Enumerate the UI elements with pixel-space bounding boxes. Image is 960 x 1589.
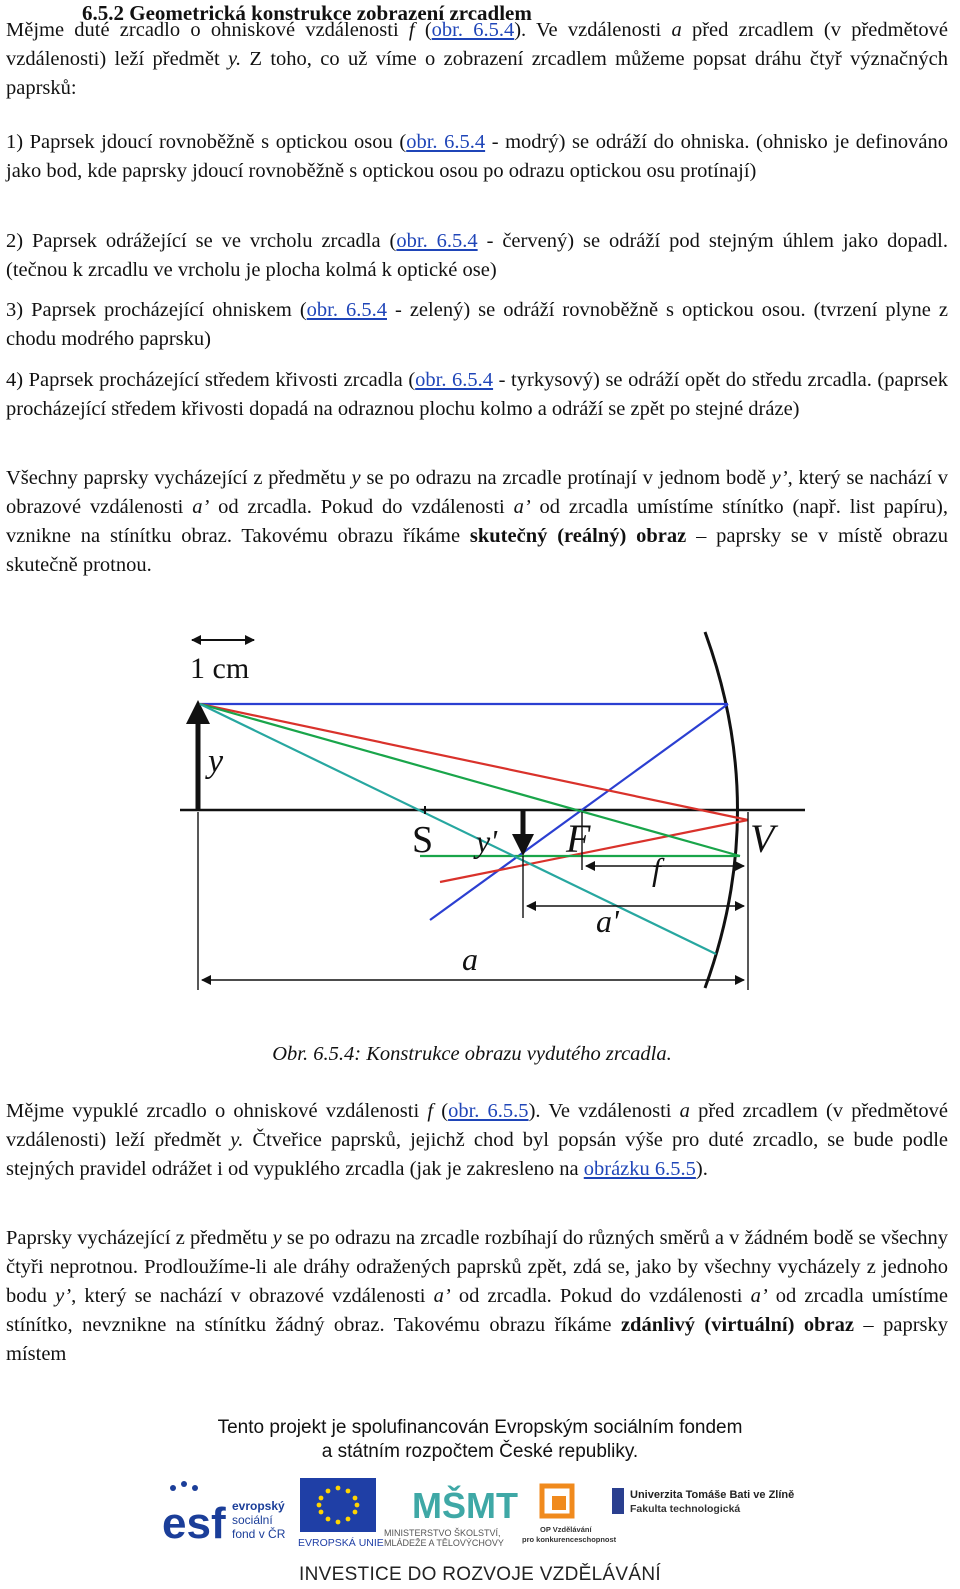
utb-text-2: Fakulta technologická xyxy=(630,1503,741,1515)
link-fig-654[interactable]: obr. 6.5.4 xyxy=(396,230,478,252)
text-span: Všechny paprsky vycházející z předmětu xyxy=(6,467,352,489)
symbol-f: f xyxy=(408,19,415,41)
link-fig-654[interactable]: obr. 6.5.4 xyxy=(431,19,515,41)
symbol-a-image: a’ xyxy=(750,1285,768,1307)
esf-star-dot xyxy=(192,1485,198,1491)
text-span: ( xyxy=(433,1100,449,1122)
text-span: od zrcadla. Pokud do vzdálenosti xyxy=(209,496,514,518)
text-span: od zrcadla. Pokud do vzdálenosti xyxy=(450,1285,751,1307)
link-fig-654[interactable]: obr. 6.5.4 xyxy=(306,299,387,321)
text-span: - červený) se odráží pod stejným úhlem jako dopadl. (tečnou k zrcadlu ve vrcholu je plocha kolmá k optické ose) xyxy=(6,230,948,281)
symbol-a-image: a’ xyxy=(192,496,210,518)
link-fig-654[interactable]: obr. 6.5.4 xyxy=(415,369,494,391)
op-text-2: pro konkurenceschopnost xyxy=(522,1535,617,1544)
link-fig-654[interactable]: obr. 6.5.4 xyxy=(406,131,486,153)
msmt-mark: MŠMT xyxy=(412,1485,518,1526)
esf-star-dot xyxy=(170,1485,176,1491)
text-span: ( xyxy=(414,19,432,41)
op-vzdelavani-logo xyxy=(522,1486,617,1544)
symbol-y: y xyxy=(272,1227,282,1249)
text-span: 3) Paprsek procházející ohniskem ( xyxy=(6,299,307,321)
text-span: ). Ve vzdálenosti xyxy=(528,1100,680,1122)
text-span: Z toho, co už víme o zobrazení zrcadlem můžeme popsat dráhu čtyř význačných paprsků: xyxy=(6,48,948,99)
paragraph-virtual-image xyxy=(6,1224,948,1369)
esf-text-3: fond v ČR xyxy=(232,1527,286,1541)
paragraph-ray-3 xyxy=(6,296,948,354)
text-span: 1) Paprsek jdoucí rovnoběžně s optickou osou ( xyxy=(6,131,407,153)
paragraph-ray-4 xyxy=(6,366,948,424)
term-virtual-image: zdánlivý (virtuální) obraz xyxy=(620,1314,854,1336)
ray-red-incident xyxy=(200,704,748,820)
link-fig-655-image[interactable]: obrázku 6.5.5 xyxy=(583,1158,696,1180)
concave-mirror-diagram xyxy=(150,620,820,1030)
text-span: – paprsky se v místě obrazu skutečně protnou. xyxy=(6,525,948,576)
logo-strip xyxy=(160,1474,800,1552)
text-span: se po odrazu na zrcadle rozbíhají do různých směrů a v žádném bodě se všechny čtyři neprotnou. Prodloužíme-li ale dráhy odražených paprsků zpět, zdá se, jako by všechny vycházely z jednoho bodu xyxy=(6,1227,948,1307)
utb-mark xyxy=(612,1488,624,1514)
investment-slogan: INVESTICE DO ROZVOJE VZDĚLÁVÁNÍ xyxy=(299,1564,661,1585)
label-image-distance: a' xyxy=(596,903,619,939)
ray-cyan xyxy=(200,704,716,954)
text-span: 4) Paprsek procházející středem křivosti zrcadla ( xyxy=(6,369,416,391)
text-span: Mějme vypuklé zrcadlo o ohniskové vzdálenosti xyxy=(6,1100,428,1122)
eu-flag-logo xyxy=(298,1478,384,1549)
msmt-logo xyxy=(384,1484,518,1548)
term-real-image: skutečný (reálný) obraz xyxy=(469,525,687,547)
esf-star-dot xyxy=(181,1481,187,1487)
symbol-f: f xyxy=(427,1100,434,1122)
symbol-a: a xyxy=(679,1100,690,1122)
ray-green-incident xyxy=(200,704,740,856)
text-span: - modrý) se odráží do ohniska. (ohnisko je definováno jako bod, kde paprsky jdoucí rovnoběžně s optickou osou po odrazu optickou osu protínají) xyxy=(6,131,948,182)
label-center-S: S xyxy=(412,819,434,861)
text-span: Mějme duté zrcadlo o ohniskové vzdálenosti xyxy=(6,19,409,41)
op-text-1: OP Vzdělávání xyxy=(540,1525,592,1534)
label-object-y: y xyxy=(208,743,224,780)
funding-footer xyxy=(0,1412,960,1589)
text-span: před zrcadlem (v předmětové vzdálenosti) leží předmět xyxy=(6,1100,948,1151)
funding-line-1: Tento projekt je spolufinancován Evropským sociálním fondem xyxy=(217,1417,743,1438)
label-image-y: y' xyxy=(476,823,498,859)
text-span: se po odrazu na zrcadle protínají v jednom bodě xyxy=(360,467,772,489)
symbol-y: y. xyxy=(228,48,242,70)
esf-text-1: evropský xyxy=(232,1499,285,1513)
scale-label: 1 cm xyxy=(190,652,250,685)
symbol-y-image: y’ xyxy=(771,467,788,489)
esf-logo xyxy=(160,1480,286,1548)
symbol-y: y. xyxy=(230,1129,244,1151)
label-vertex-V: V xyxy=(750,816,775,861)
text-span: - zelený) se odráží rovnoběžně s optickou osou. (tvrzení plyne z chodu modrého paprsku) xyxy=(6,299,948,350)
eu-label: EVROPSKÁ UNIE xyxy=(298,1537,384,1549)
utb-logo xyxy=(612,1488,794,1515)
text-span: - tyrkysový) se odráží opět do středu zrcadla. (paprsek procházející středem křivosti dopadá na odraznou plochu kolmo a odráží se zpět po stejné dráze) xyxy=(6,369,948,420)
figure-caption: Obr. 6.5.4: Konstrukce obrazu vydutého zrcadla. xyxy=(272,1043,672,1065)
esf-mark: esf xyxy=(162,1499,226,1548)
text-span: , který se nachází v obrazové vzdálenosti xyxy=(71,1285,434,1307)
text-span: od zrcadla umístíme stínítko, nevznikne na stínítku žádný obraz. Takovému obrazu říkáme xyxy=(6,1285,949,1336)
paragraph-ray-1 xyxy=(6,128,948,186)
op-mark-inner xyxy=(552,1496,566,1510)
text-span: před zrcadlem (v předmětové vzdálenosti) leží předmět xyxy=(6,19,948,70)
symbol-a-image: a’ xyxy=(433,1285,451,1307)
image-arrowhead xyxy=(512,834,534,856)
funding-line-2: a státním rozpočtem České republiky. xyxy=(321,1441,639,1462)
label-focus-F: F xyxy=(566,816,591,861)
text-span: Čtveřice paprsků, jejichž chod byl popsán výše pro duté zrcadlo, se bude podle stejných pravidel odrážet i od vypuklého zrcadla (jak je zakresleno na xyxy=(6,1129,948,1180)
text-span: , který se nachází v obrazové vzdálenosti xyxy=(6,467,948,518)
text-span: ). Ve vzdálenosti xyxy=(514,19,672,41)
symbol-y-image: y’ xyxy=(55,1285,72,1307)
paragraph-intro xyxy=(6,16,948,103)
label-object-distance: a xyxy=(462,941,478,977)
text-span: – paprsky místem xyxy=(6,1314,949,1365)
esf-text-2: sociální xyxy=(232,1513,273,1527)
symbol-y: y xyxy=(351,467,361,489)
text-span: Paprsky vycházející z předmětu xyxy=(6,1227,273,1249)
paragraph-ray-2 xyxy=(6,227,948,285)
label-focal-f: f xyxy=(652,851,661,887)
msmt-text-2: MLÁDEŽE A TĚLOVÝCHOVY xyxy=(384,1538,504,1548)
utb-text-1: Univerzita Tomáše Bati ve Zlíně xyxy=(630,1489,795,1501)
text-span: 2) Paprsek odrážející se ve vrcholu zrcadla ( xyxy=(6,230,397,252)
paragraph-convex xyxy=(6,1097,948,1184)
symbol-a: a xyxy=(671,19,682,41)
symbol-a-image: a’ xyxy=(513,496,531,518)
section-heading: 6.5.2 Geometrická konstrukce zobrazení zrcadlem xyxy=(82,1,532,25)
text-span: ). xyxy=(695,1158,708,1180)
paragraph-real-image xyxy=(6,464,948,580)
text-span: od zrcadla umístíme stínítko (např. list papíru), vznikne na stínítku obraz. Takovému obrazu říkáme xyxy=(6,496,949,547)
msmt-text-1: MINISTERSTVO ŠKOLSTVÍ, xyxy=(384,1528,501,1538)
link-fig-655[interactable]: obr. 6.5.5 xyxy=(448,1100,529,1122)
